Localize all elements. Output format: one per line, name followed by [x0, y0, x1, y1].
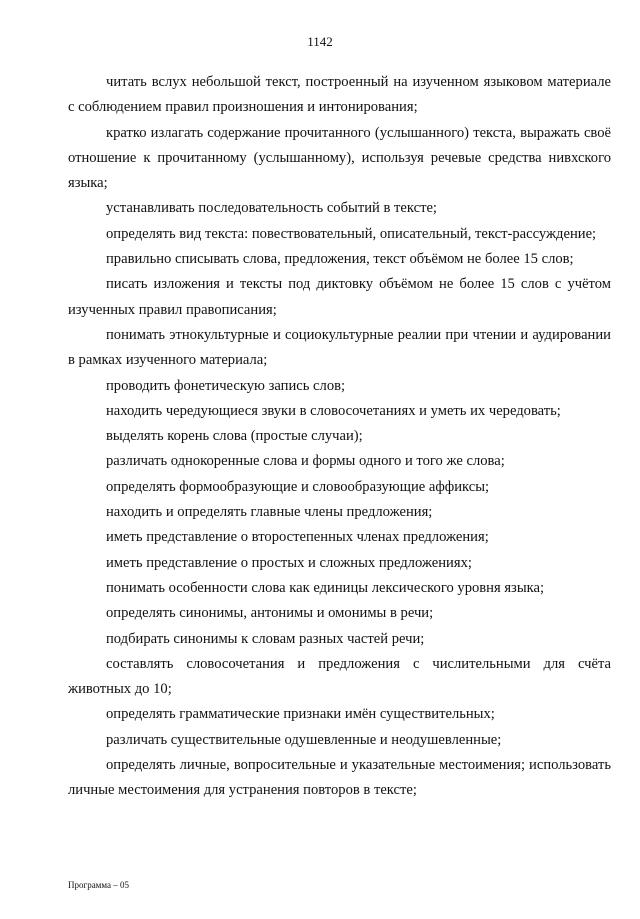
paragraph: правильно списывать слова, предложения, текст объёмом не более 15 слов;: [106, 251, 574, 268]
page-number: 1142: [307, 34, 333, 49]
paragraph: иметь представление о простых и сложных предложениях;: [106, 554, 472, 571]
paragraph: различать существительные одушевленные и неодушевленные;: [106, 731, 502, 748]
paragraph: выделять корень слова (простые случаи);: [106, 428, 363, 445]
paragraph: понимать особенности слова как единицы лексического уровня языка;: [106, 579, 545, 596]
paragraph: определять синонимы, антонимы и омонимы в речи;: [106, 605, 434, 622]
paragraph: подбирать синонимы к словам разных частей речи;: [106, 630, 425, 647]
paragraph: находить и определять главные члены предложения;: [106, 504, 433, 521]
paragraph: определять формообразующие и словообразующие аффиксы;: [106, 478, 490, 495]
paragraph: проводить фонетическую запись слов;: [106, 377, 346, 394]
paragraph: читать вслух небольшой текст, построенный на изученном языковом материале с соблюдением правил произношения и интонирования;: [68, 74, 611, 116]
paragraph: кратко излагать содержание прочитанного (услышанного) текста, выражать своё отношение к прочитанному (услышанному), используя речевые средства нивхского языка;: [68, 124, 611, 192]
paragraph: устанавливать последовательность событий в тексте;: [106, 200, 437, 217]
paragraph: понимать этнокультурные и социокультурные реалии при чтении и аудировании в рамках изученного материала;: [68, 326, 611, 369]
footer-label: Программа – 05: [68, 880, 130, 890]
paragraph: иметь представление о второстепенных членах предложения;: [106, 529, 489, 546]
paragraph: определять грамматические признаки имён существительных;: [106, 706, 495, 723]
paragraph: различать однокоренные слова и формы одного и того же слова;: [106, 453, 505, 470]
paragraph: определять вид текста: повествовательный, описательный, текст-рассуждение;: [106, 225, 597, 242]
paragraph: определять личные, вопросительные и указательные местоимения; использовать личные местоимения для устранения повторов в тексте;: [68, 757, 611, 799]
paragraph: составлять словосочетания и предложения с числительными для счёта животных до 10;: [68, 655, 611, 698]
paragraph: писать изложения и тексты под диктовку объёмом не более 15 слов с учётом изученных правил правописания;: [68, 276, 611, 318]
paragraph: находить чередующиеся звуки в словосочетаниях и уметь их чередовать;: [106, 402, 561, 419]
page-content: [68, 70, 611, 804]
